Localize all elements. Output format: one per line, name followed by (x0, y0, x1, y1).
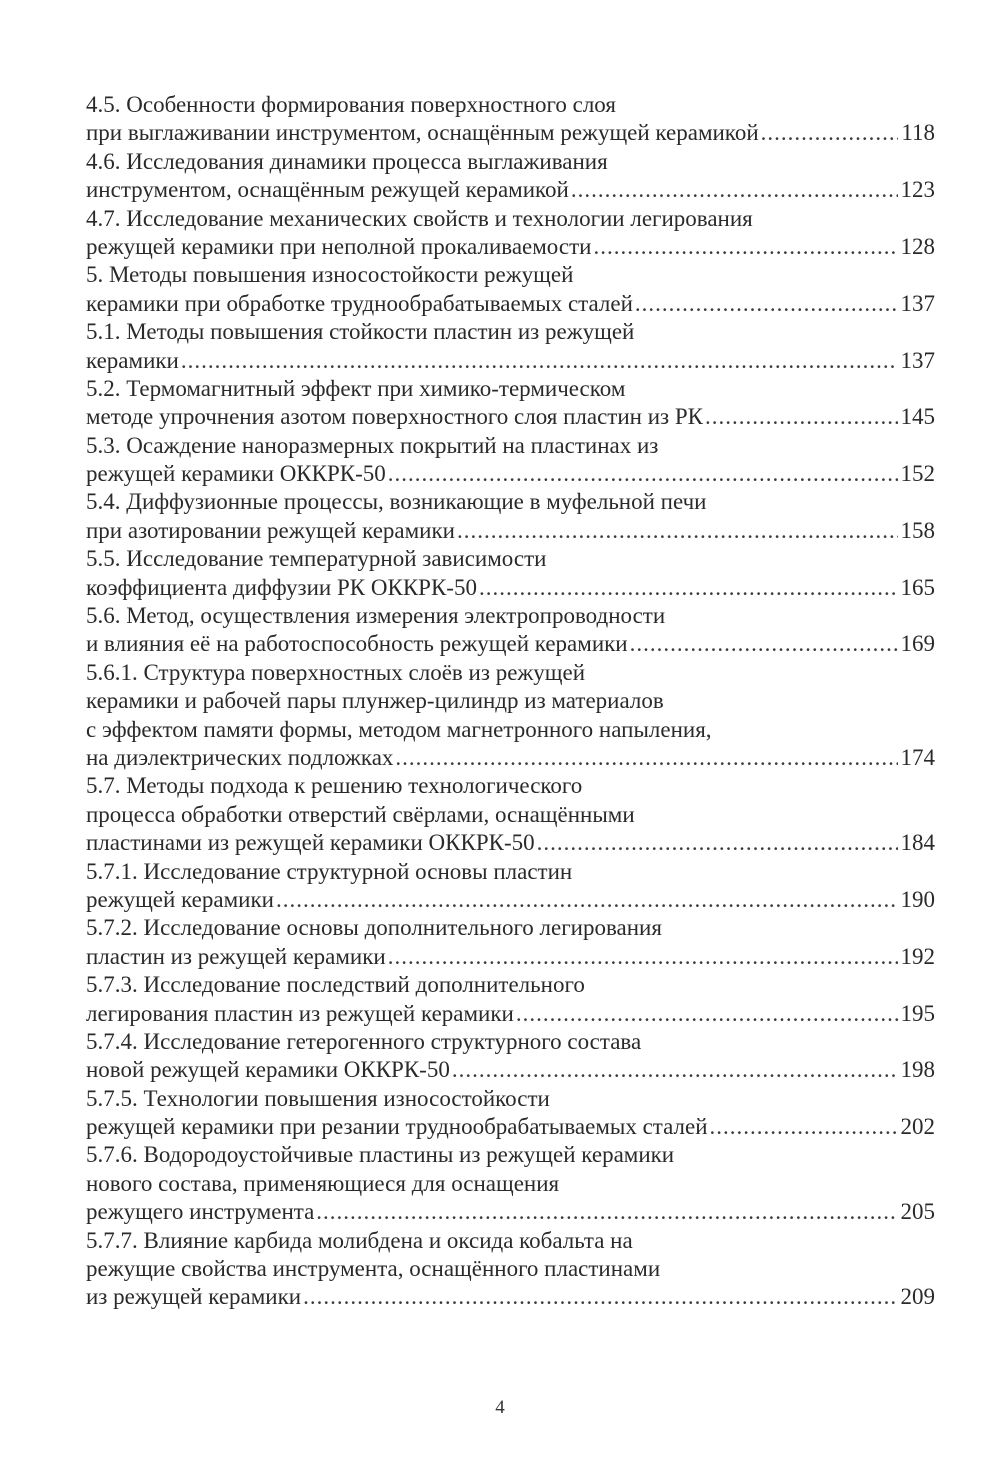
toc-entry-title-line: легирования пластин из режущей керамики (86, 1000, 514, 1026)
toc-entry-page: 195 (900, 1000, 935, 1026)
toc-entry-title-line: при выглаживании инструментом, оснащённым режущей керамикой (86, 120, 759, 146)
toc-entry-page: 137 (900, 347, 935, 373)
toc-entry[interactable] (86, 205, 935, 262)
toc-entry-title-line: режущей керамики (86, 886, 274, 912)
toc-entry-last-line (86, 517, 935, 545)
toc-entry[interactable] (86, 1085, 935, 1142)
toc-entry-title-line: методе упрочнения азотом поверхностного слоя пластин из РК (86, 404, 704, 430)
dot-leader (705, 403, 897, 431)
toc-entry-title-line: 5.7.4. Исследование гетерогенного структурного состава (86, 1028, 642, 1054)
toc-entry-last-line (86, 829, 935, 857)
toc-entry-title-line: 5.7.5. Технологии повышения износостойкости (86, 1085, 550, 1111)
toc-entry-title-line: 5.1. Методы повышения стойкости пластин из режущей (86, 319, 635, 345)
toc-entry-page: 165 (900, 574, 935, 600)
toc-entry[interactable] (86, 545, 935, 602)
dot-leader (316, 1198, 897, 1226)
toc-entry-page: 198 (900, 1057, 935, 1083)
toc-entry-last-line (86, 1000, 935, 1028)
toc-entry-page: 184 (900, 830, 935, 856)
toc-entry[interactable] (86, 1227, 935, 1312)
toc-entry-title-line: керамики (86, 347, 179, 373)
dot-leader (276, 886, 898, 914)
toc-entry-last-line (86, 176, 935, 204)
toc-entry-title-line: из режущей керамики (86, 1284, 302, 1310)
dot-leader (388, 460, 898, 488)
toc-entry-last-line (86, 460, 935, 488)
toc-entry-last-line (86, 290, 935, 318)
toc-entry-last-line (86, 574, 935, 602)
toc-entry-page: 158 (900, 517, 935, 543)
toc-entry-title-line: 5.6.1. Структура поверхностных слоёв из режущей (86, 659, 586, 685)
toc-entry-page: 152 (900, 461, 935, 487)
toc-entry-last-line (86, 1113, 935, 1141)
dot-leader (761, 119, 899, 147)
toc-entry-last-line (86, 1198, 935, 1226)
toc-entry-title-line: с эффектом памяти формы, методом магнетронного напыления, (86, 716, 712, 742)
toc-entry-last-line (86, 347, 935, 375)
toc-entry[interactable] (86, 659, 935, 773)
toc-entry-title-line: на диэлектрических подложках (86, 744, 394, 770)
toc-entry-title-line: новой режущей керамики ОККРК-50 (86, 1057, 450, 1083)
toc-entry-last-line (86, 403, 935, 431)
toc-entry-title-line: инструментом, оснащённым режущей керамикой (86, 177, 569, 203)
toc-entry-title-line: коэффициента диффузии РК ОККРК-50 (86, 574, 477, 600)
toc-entry-page: 123 (900, 177, 935, 203)
toc-entry-title-line: 4.6. Исследования динамики процесса выглаживания (86, 148, 608, 174)
dot-leader (635, 290, 898, 318)
toc-entry[interactable] (86, 432, 935, 489)
toc-entry-page: 137 (900, 290, 935, 316)
toc-entry-page: 202 (900, 1114, 935, 1140)
toc-entry-last-line (86, 943, 935, 971)
toc-entry-page: 118 (901, 120, 935, 146)
page-number: 4 (495, 1397, 505, 1418)
toc-entry-page: 192 (900, 943, 935, 969)
toc-entry-title-line: керамики при обработке труднообрабатываемых сталей (86, 290, 633, 316)
toc-entry-title-line: режущей керамики при резании труднообрабатываемых сталей (86, 1114, 708, 1140)
dot-leader (457, 517, 898, 545)
toc-entry-last-line (86, 1056, 935, 1084)
dot-leader (181, 347, 898, 375)
dot-leader (710, 1113, 898, 1141)
toc-entry[interactable] (86, 1028, 935, 1085)
toc-entry-title-line: 5. Методы повышения износостойкости режущей (86, 262, 574, 288)
toc-entry[interactable] (86, 602, 935, 659)
toc-entry[interactable] (86, 91, 935, 148)
toc-entry[interactable] (86, 772, 935, 857)
toc-entry[interactable] (86, 261, 935, 318)
toc-entry-title-line: процесса обработки отверстий свёрлами, оснащёнными (86, 801, 635, 827)
toc-entry[interactable] (86, 971, 935, 1028)
toc-entry-last-line (86, 630, 935, 658)
dot-leader (537, 829, 898, 857)
toc-entry[interactable] (86, 858, 935, 915)
dot-leader (571, 176, 898, 204)
toc-entry-last-line (86, 1283, 935, 1311)
toc-entry-last-line (86, 744, 935, 772)
toc-entry-title-line: нового состава, применяющиеся для оснащения (86, 1170, 560, 1196)
toc-entry-title-line: при азотировании режущей керамики (86, 517, 455, 543)
toc-entry[interactable] (86, 148, 935, 205)
dot-leader (630, 630, 898, 658)
toc-entry-page: 169 (900, 631, 935, 657)
toc-entry-title-line: 5.7. Методы подхода к решению технологического (86, 773, 583, 799)
toc-entry-title-line: керамики и рабочей пары плунжер-цилиндр из материалов (86, 688, 664, 714)
toc-entry[interactable] (86, 318, 935, 375)
toc-entry-page: 128 (900, 233, 935, 259)
dot-leader (593, 233, 897, 261)
toc-entry-title-line: 5.7.7. Влияние карбида молибдена и оксида кобальта на (86, 1227, 633, 1253)
toc-entry-title-line: режущие свойства инструмента, оснащённого пластинами (86, 1256, 661, 1282)
toc-entry[interactable] (86, 1141, 935, 1226)
toc-entry-page: 174 (900, 744, 935, 770)
toc-entry-title-line: 5.5. Исследование температурной зависимости (86, 546, 547, 572)
toc-entry-page: 205 (900, 1199, 935, 1225)
toc-entry-page: 145 (900, 404, 935, 430)
toc-entry-title-line: 4.5. Особенности формирования поверхностного слоя (86, 92, 616, 117)
toc-entry-title-line: режущей керамики при неполной прокаливаемости (86, 233, 592, 259)
toc-entry-page: 209 (900, 1284, 935, 1310)
table-of-contents (86, 91, 935, 1312)
toc-entry-title-line: и влияния её на работоспособность режущей керамики (86, 631, 628, 657)
toc-entry-title-line: 5.7.1. Исследование структурной основы пластин (86, 858, 573, 884)
dot-leader (452, 1056, 898, 1084)
toc-entry[interactable] (86, 914, 935, 971)
toc-entry-last-line (86, 119, 935, 147)
toc-entry-title-line: режущего инструмента (86, 1199, 315, 1225)
toc-entry[interactable] (86, 375, 935, 432)
toc-entry-title-line: 5.3. Осаждение наноразмерных покрытий на пластинах из (86, 432, 659, 458)
toc-entry-last-line (86, 233, 935, 261)
dot-leader (303, 1283, 897, 1311)
dot-leader (516, 1000, 898, 1028)
toc-entry-last-line (86, 886, 935, 914)
toc-entry-title-line: 5.6. Метод, осуществления измерения электропроводности (86, 603, 666, 629)
toc-entry-title-line: режущей керамики ОККРК-50 (86, 461, 386, 487)
dot-leader (479, 574, 898, 602)
dot-leader (388, 943, 898, 971)
toc-entry-title-line: пластин из режущей керамики (86, 943, 386, 969)
toc-entry-title-line: 5.7.2. Исследование основы дополнительного легирования (86, 915, 662, 941)
toc-entry-title-line: 5.2. Термомагнитный эффект при химико-термическом (86, 375, 626, 401)
toc-entry-title-line: 5.7.6. Водородоустойчивые пластины из режущей керамики (86, 1142, 675, 1168)
dot-leader (395, 744, 897, 772)
toc-entry-title-line: пластинами из режущей керамики ОККРК-50 (86, 830, 535, 856)
toc-entry-page: 190 (900, 886, 935, 912)
toc-entry-title-line: 5.7.3. Исследование последствий дополнительного (86, 972, 585, 998)
toc-entry-title-line: 4.7. Исследование механических свойств и технологии легирования (86, 205, 753, 231)
toc-entry[interactable] (86, 488, 935, 545)
toc-entry-title-line: 5.4. Диффузионные процессы, возникающие в муфельной печи (86, 489, 707, 515)
